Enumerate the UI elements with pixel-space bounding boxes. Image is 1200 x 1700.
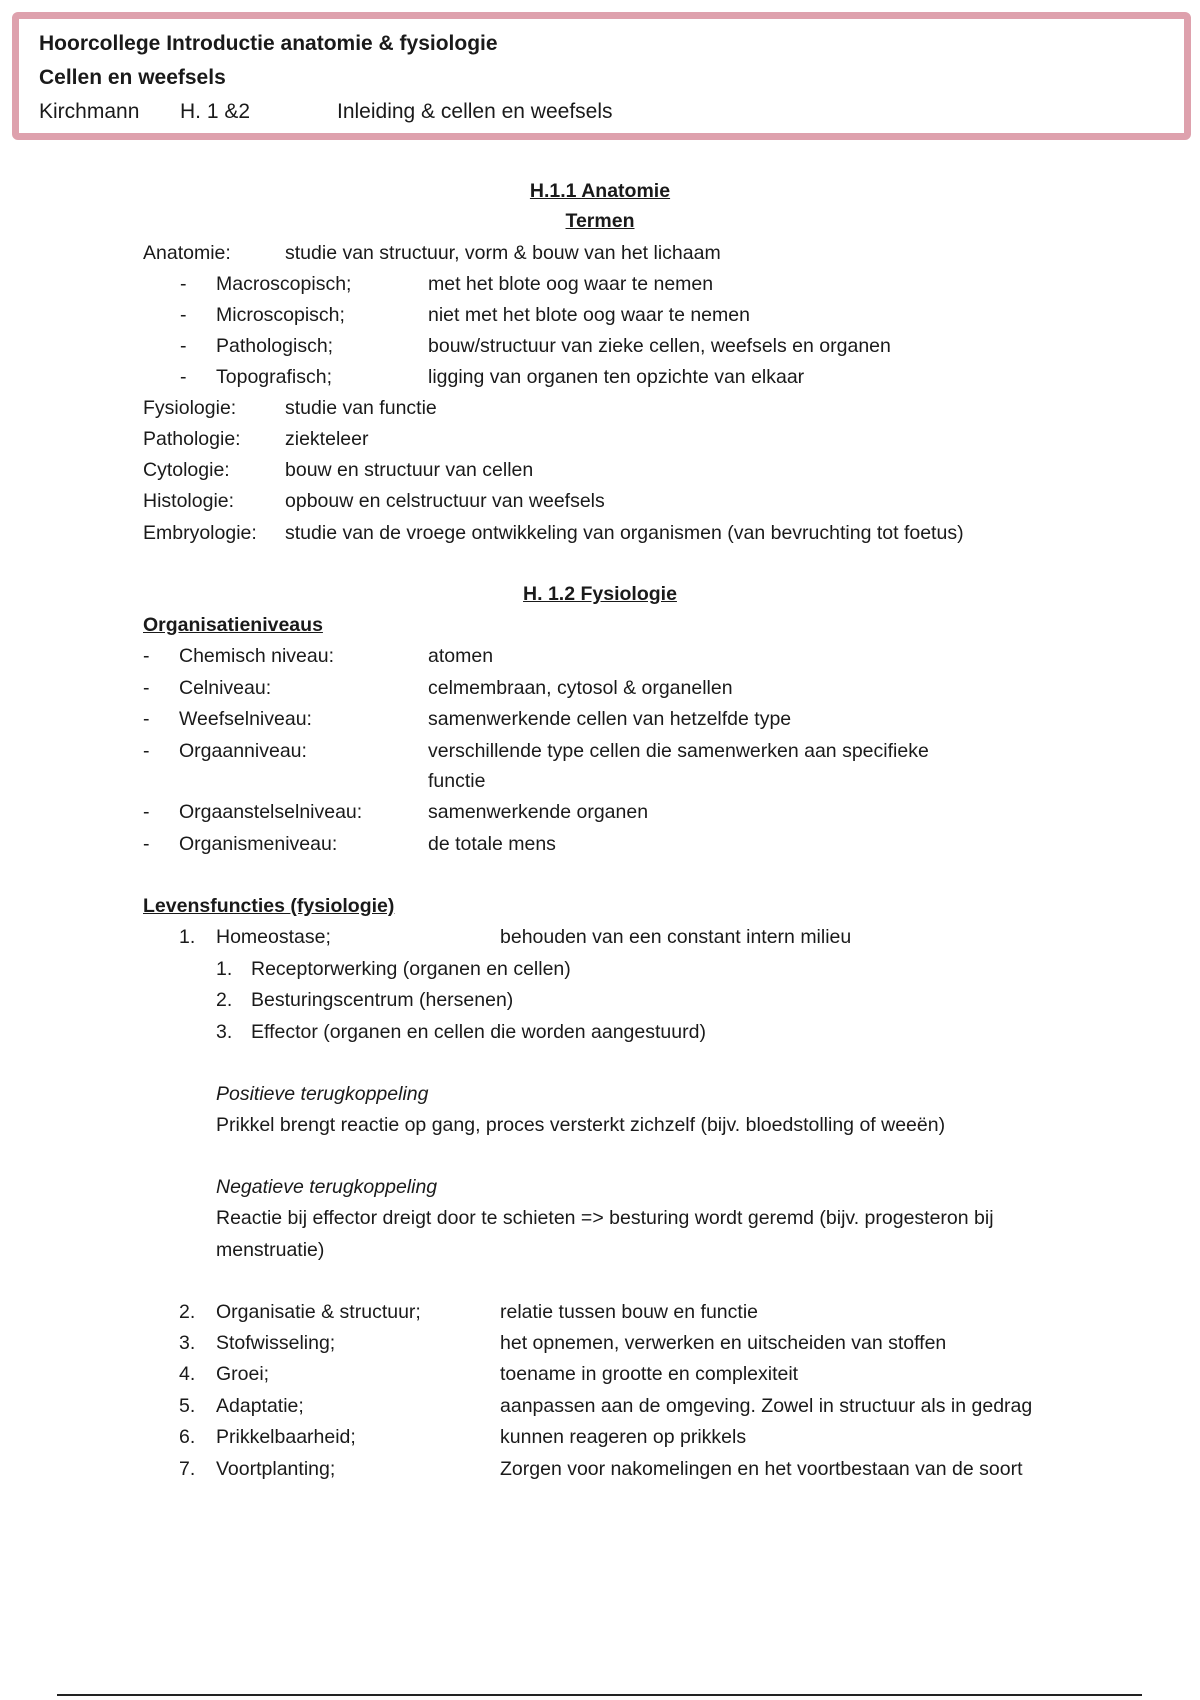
- header-box: [12, 12, 1191, 140]
- term-definition: studie van structuur, vorm & bouw van het lichaam: [285, 242, 721, 264]
- level-row: [0, 673, 1200, 705]
- level-row: [0, 641, 1200, 673]
- list-dash: -: [180, 273, 187, 295]
- term-definition: Zorgen voor nakomelingen en het voortbestaan van de soort: [500, 1458, 1023, 1480]
- term-definition: opbouw en celstructuur van weefsels: [285, 490, 605, 512]
- term-definition: het opnemen, verwerken en uitscheiden van stoffen: [500, 1332, 947, 1354]
- term-label: Fysiologie:: [143, 397, 237, 419]
- term-definition: ligging van organen ten opzichte van elkaar: [428, 366, 805, 388]
- list-number: 5.: [179, 1395, 196, 1417]
- sub-list-text: Receptorwerking (organen en cellen): [251, 958, 571, 980]
- header-topic: Inleiding & cellen en weefsels: [337, 100, 613, 123]
- header-meta-row: [39, 95, 1184, 129]
- term-label: Microscopisch;: [216, 304, 345, 326]
- level-row: [0, 736, 1200, 768]
- level-row: [0, 797, 1200, 829]
- subterm-row: [0, 362, 1200, 394]
- term-label: Voortplanting;: [216, 1458, 336, 1480]
- heading-organisatieniveaus: Organisatieniveaus: [143, 614, 323, 636]
- term-definition: met het blote oog waar te nemen: [428, 273, 714, 295]
- list-number: 3.: [179, 1332, 196, 1354]
- heading-levensfuncties: Levensfuncties (fysiologie): [143, 895, 395, 917]
- sub-list-text: Effector (organen en cellen die worden aangestuurd): [251, 1021, 706, 1043]
- list-dash: -: [180, 335, 187, 357]
- footer-rule: [57, 1694, 1142, 1696]
- positive-feedback-text: Prikkel brengt reactie op gang, proces versterkt zichzelf (bijv. bloedstolling of weeën): [216, 1114, 946, 1136]
- term-label: Chemisch niveau:: [179, 645, 334, 667]
- term-row-anatomie: [0, 238, 1200, 270]
- list-number: 3.: [216, 1021, 233, 1043]
- term-label: Pathologie:: [143, 428, 241, 450]
- term-label: Orgaanniveau:: [179, 740, 307, 762]
- term-definition: kunnen reageren op prikkels: [500, 1426, 747, 1448]
- term-definition: behouden van een constant intern milieu: [500, 926, 852, 948]
- term-label: Macroscopisch;: [216, 273, 352, 295]
- term-definition: celmembraan, cytosol & organellen: [428, 677, 733, 699]
- list-number: 2.: [179, 1301, 196, 1323]
- negative-feedback-text-continued: menstruatie): [216, 1239, 325, 1261]
- term-label: Groei;: [216, 1363, 270, 1385]
- term-definition: studie van functie: [285, 397, 437, 419]
- term-row: [0, 455, 1200, 487]
- term-label: Anatomie:: [143, 242, 231, 264]
- document-title: Hoorcollege Introductie anatomie & fysiologie: [39, 32, 498, 55]
- list-dash: -: [143, 677, 150, 699]
- list-number: 7.: [179, 1458, 196, 1480]
- list-dash: -: [143, 645, 150, 667]
- function-row: [0, 1359, 1200, 1391]
- term-row: [0, 486, 1200, 518]
- header-author: Kirchmann: [39, 100, 140, 123]
- level-row: [0, 829, 1200, 861]
- term-definition: bouw/structuur van zieke cellen, weefsels en organen: [428, 335, 891, 357]
- function-row: [0, 922, 1200, 954]
- negative-feedback-text: Reactie bij effector dreigt door te schieten => besturing wordt geremd (bijv. progesteron bij: [216, 1207, 994, 1229]
- list-number: 1.: [216, 958, 233, 980]
- list-dash: -: [143, 801, 150, 823]
- term-definition: ziekteleer: [285, 428, 369, 450]
- header-chapters: H. 1 &2: [180, 100, 251, 123]
- term-row: [0, 424, 1200, 456]
- sub-list-item: [0, 1017, 1200, 1049]
- function-row: [0, 1297, 1200, 1329]
- sub-list-item: [0, 985, 1200, 1017]
- term-label: Topografisch;: [216, 366, 332, 388]
- list-dash: -: [180, 304, 187, 326]
- subterm-row: [0, 331, 1200, 363]
- term-label: Orgaanstelselniveau:: [179, 801, 363, 823]
- term-definition-continued: functie: [428, 770, 486, 792]
- list-dash: -: [143, 740, 150, 762]
- level-row: [0, 704, 1200, 736]
- negative-feedback-title: Negatieve terugkoppeling: [216, 1176, 438, 1198]
- term-row: [0, 518, 1200, 550]
- subterm-row: [0, 269, 1200, 301]
- term-label: Cytologie:: [143, 459, 230, 481]
- term-label: Celniveau:: [179, 677, 272, 699]
- term-label: Histologie:: [143, 490, 235, 512]
- term-definition: atomen: [428, 645, 494, 667]
- term-label: Organismeniveau:: [179, 833, 338, 855]
- term-label: Prikkelbaarheid;: [216, 1426, 356, 1448]
- function-row: [0, 1422, 1200, 1454]
- term-definition: studie van de vroege ontwikkeling van organismen (van bevruchting tot foetus): [285, 522, 964, 544]
- function-row: [0, 1391, 1200, 1423]
- term-label: Adaptatie;: [216, 1395, 304, 1417]
- document-subtitle: Cellen en weefsels: [39, 66, 226, 89]
- term-definition: relatie tussen bouw en functie: [500, 1301, 758, 1323]
- term-definition: bouw en structuur van cellen: [285, 459, 534, 481]
- term-definition: samenwerkende organen: [428, 801, 649, 823]
- term-label: Organisatie & structuur;: [216, 1301, 421, 1323]
- section-heading-fysiologie: H. 1.2 Fysiologie: [523, 583, 677, 605]
- function-row: [0, 1328, 1200, 1360]
- term-label: Stofwisseling;: [216, 1332, 336, 1354]
- list-number: 2.: [216, 989, 233, 1011]
- subheading-termen: Termen: [565, 210, 635, 232]
- list-dash: -: [143, 708, 150, 730]
- term-definition: de totale mens: [428, 833, 556, 855]
- subterm-row: [0, 300, 1200, 332]
- function-row: [0, 1454, 1200, 1486]
- sub-list-item: [0, 954, 1200, 986]
- term-label: Embryologie:: [143, 522, 257, 544]
- level-row-continuation: [0, 766, 1200, 798]
- term-definition: niet met het blote oog waar te nemen: [428, 304, 750, 326]
- list-number: 4.: [179, 1363, 196, 1385]
- term-definition: verschillende type cellen die samenwerken aan specifieke: [428, 740, 929, 762]
- term-definition: aanpassen aan de omgeving. Zowel in structuur als in gedrag: [500, 1395, 1033, 1417]
- list-number: 6.: [179, 1426, 196, 1448]
- term-label: Weefselniveau:: [179, 708, 312, 730]
- term-row: [0, 393, 1200, 425]
- term-label: Homeostase;: [216, 926, 331, 948]
- positive-feedback-title: Positieve terugkoppeling: [216, 1083, 429, 1105]
- term-definition: toename in grootte en complexiteit: [500, 1363, 799, 1385]
- term-definition: samenwerkende cellen van hetzelfde type: [428, 708, 792, 730]
- term-label: Pathologisch;: [216, 335, 334, 357]
- list-dash: -: [180, 366, 187, 388]
- sub-list-text: Besturingscentrum (hersenen): [251, 989, 514, 1011]
- list-dash: -: [143, 833, 150, 855]
- section-heading-anatomie: H.1.1 Anatomie: [529, 180, 671, 202]
- list-number: 1.: [179, 926, 196, 948]
